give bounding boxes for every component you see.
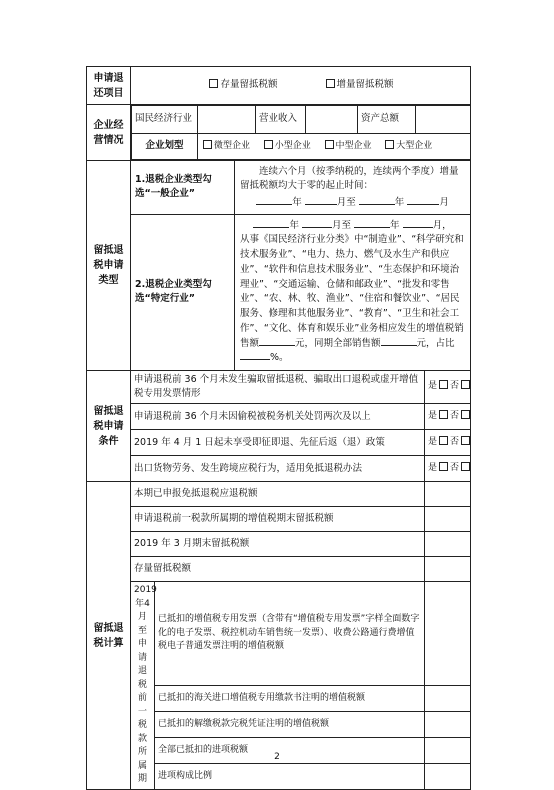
checkbox-small[interactable]	[264, 140, 273, 149]
no-label: 否	[450, 411, 460, 422]
type1-year2-unit: 年	[394, 196, 405, 208]
type2-year2-unit: 年	[390, 219, 400, 231]
business-info	[131, 105, 471, 161]
type2-start-year[interactable]	[253, 227, 289, 228]
type2-label: 2.退税企业类型勾选“特定行业”	[131, 214, 235, 370]
calc-row-3: 2019 年 3 月期末留抵税额	[131, 532, 425, 557]
condition-3-answer	[425, 430, 471, 456]
condition-4-text: 出口货物劳务、发生跨境应税行为，适用免抵退税办法	[131, 456, 425, 482]
type1-content	[235, 161, 471, 215]
no-label: 否	[450, 463, 460, 474]
condition-3-no-checkbox[interactable]	[461, 436, 470, 445]
condition-4-answer	[425, 456, 471, 482]
calc-row-4-value[interactable]	[425, 557, 471, 582]
type1-year-unit: 年	[292, 196, 302, 208]
type2-total-sales[interactable]	[381, 345, 417, 346]
type2-tail1: 元，同期全部销售额	[295, 337, 381, 349]
type2-month2-unit: 月，	[432, 219, 452, 231]
checkbox-large[interactable]	[385, 140, 394, 149]
type2-start-month[interactable]	[302, 227, 332, 228]
type1-month-to-unit: 月至	[336, 196, 356, 208]
checkbox-micro[interactable]	[203, 140, 212, 149]
calc-sub-row-2-value[interactable]	[425, 685, 471, 711]
size-option-medium: 中型企业	[335, 140, 372, 151]
no-label: 否	[450, 381, 460, 392]
type2-period	[240, 219, 465, 234]
calc-sub-row-1-value[interactable]	[425, 582, 471, 686]
type1-month2-unit: 月	[439, 196, 449, 208]
refund-item-options	[131, 67, 471, 105]
condition-2-answer	[425, 404, 471, 430]
section-refund-item: 申请退还项目	[87, 67, 131, 105]
condition-4-yes-checkbox[interactable]	[439, 462, 448, 471]
calc-sub-row-3-value[interactable]	[425, 711, 471, 737]
type1-period	[240, 196, 465, 210]
condition-1-answer	[425, 370, 471, 404]
industry-value[interactable]	[198, 106, 256, 134]
option-increment-label: 增量留抵税额	[336, 79, 394, 91]
calc-sub-row-3: 已抵扣的解缴税款完税凭证注明的增值税额	[155, 711, 425, 737]
yes-label: 是	[428, 463, 438, 474]
type2-tail2: 元，占比	[416, 337, 455, 349]
condition-2-text: 申请退税前 36 个月未因偷税被税务机关处罚两次及以上	[131, 404, 425, 430]
type2-text: 从事《国民经济行业分类》中“制造业”、“科学研究和技术服务业”、“电力、热力、燃气及水生产和供应业”、“软件和信息技术服务业”、“生态保护和环境治理业”、“交通运输、仓储和邮政业”、“批发和零售业”、“农、林、牧、渔业”、“住宿和餐饮业”、“居民服务、修理和其他服务业”、“教育”、“卫生和社会工作”、“文化、体育和娱乐业”业务相应发生的增值税销售额	[240, 234, 464, 349]
revenue-value[interactable]	[306, 106, 358, 134]
calc-row-2: 申请退税前一税款所属期的增值税期末留抵税额	[131, 507, 425, 532]
type2-ratio[interactable]	[240, 359, 270, 360]
option-stock-label: 存量留抵税额	[220, 79, 278, 91]
type2-year-unit: 年	[289, 219, 299, 231]
calc-row-4: 存量留抵税额	[131, 557, 425, 582]
section-calculation: 留抵退税计算	[87, 482, 131, 790]
section-application-type: 留抵退税申请类型	[87, 161, 131, 371]
calc-sub-row-2: 已抵扣的海关进口增值税专用缴款书注明的增值税额	[155, 685, 425, 711]
condition-2-yes-checkbox[interactable]	[439, 410, 448, 419]
type2-end-year[interactable]	[354, 227, 390, 228]
type2-tail3: %。	[270, 352, 289, 364]
section-conditions: 留抵退税申请条件	[87, 370, 131, 482]
type1-end-year[interactable]	[359, 204, 395, 205]
condition-3-text: 2019 年 4 月 1 日起未享受即征即退、先征后返（退）政策	[131, 430, 425, 456]
size-label: 企业划型	[132, 134, 198, 160]
calc-row-1: 本期已申报免抵退税应退税额	[131, 482, 425, 507]
condition-1-yes-checkbox[interactable]	[439, 380, 448, 389]
type1-start-month[interactable]	[305, 204, 337, 205]
calc-sub-row-4: 全部已抵扣的进项税额	[155, 737, 425, 763]
type2-content	[235, 214, 471, 370]
calc-row-1-value[interactable]	[425, 482, 471, 507]
size-options	[198, 134, 471, 160]
type2-sales-amount[interactable]	[259, 345, 295, 346]
condition-3-yes-checkbox[interactable]	[439, 436, 448, 445]
size-option-micro: 微型企业	[214, 140, 251, 151]
section-business: 企业经营情况	[87, 105, 131, 161]
condition-1-no-checkbox[interactable]	[461, 380, 470, 389]
yes-label: 是	[428, 381, 438, 392]
assets-label: 资产总额	[358, 106, 416, 134]
size-option-small: 小型企业	[274, 140, 311, 151]
yes-label: 是	[428, 411, 438, 422]
industry-label: 国民经济行业	[132, 106, 198, 134]
type1-end-month[interactable]	[407, 204, 439, 205]
calc-row-2-value[interactable]	[425, 507, 471, 532]
type1-start-year[interactable]	[256, 204, 292, 205]
calc-sub-row-5: 进项构成比例	[155, 763, 425, 789]
page-number: 2	[274, 752, 280, 762]
calc-period-label: 2019年4月至申请退税前一税款所属期	[131, 582, 155, 790]
assets-value[interactable]	[416, 106, 471, 134]
no-label: 否	[450, 437, 460, 448]
revenue-label: 营业收入	[256, 106, 306, 134]
checkbox-medium[interactable]	[325, 140, 334, 149]
checkbox-increment[interactable]	[326, 79, 335, 88]
type2-end-month[interactable]	[403, 227, 433, 228]
business-inner-table	[131, 105, 470, 160]
condition-2-no-checkbox[interactable]	[461, 410, 470, 419]
checkbox-stock[interactable]	[209, 79, 218, 88]
size-option-large: 大型企业	[396, 140, 433, 151]
type1-text: 连续六个月（按季纳税的，连续两个季度）增量留抵税额均大于零的起止时间：	[240, 166, 459, 192]
condition-4-no-checkbox[interactable]	[461, 462, 470, 471]
yes-label: 是	[428, 437, 438, 448]
calc-sub-row-1: 已抵扣的增值税专用发票（含带有“增值税专用发票”字样全面数字化的电子发票、税控机动车销售统一发票）、收费公路通行费增值税电子普通发票注明的增值税额	[155, 582, 425, 686]
type2-month-to-unit: 月至	[331, 219, 351, 231]
type1-label: 1.退税企业类型勾选“一般企业”	[131, 161, 235, 215]
condition-1-text: 申请退税前 36 个月未发生骗取留抵退税、骗取出口退税或虚开增值税专用发票情形	[131, 370, 425, 404]
refund-application-form	[86, 66, 471, 790]
calc-row-3-value[interactable]	[425, 532, 471, 557]
calc-sub-row-5-value[interactable]	[425, 763, 471, 789]
